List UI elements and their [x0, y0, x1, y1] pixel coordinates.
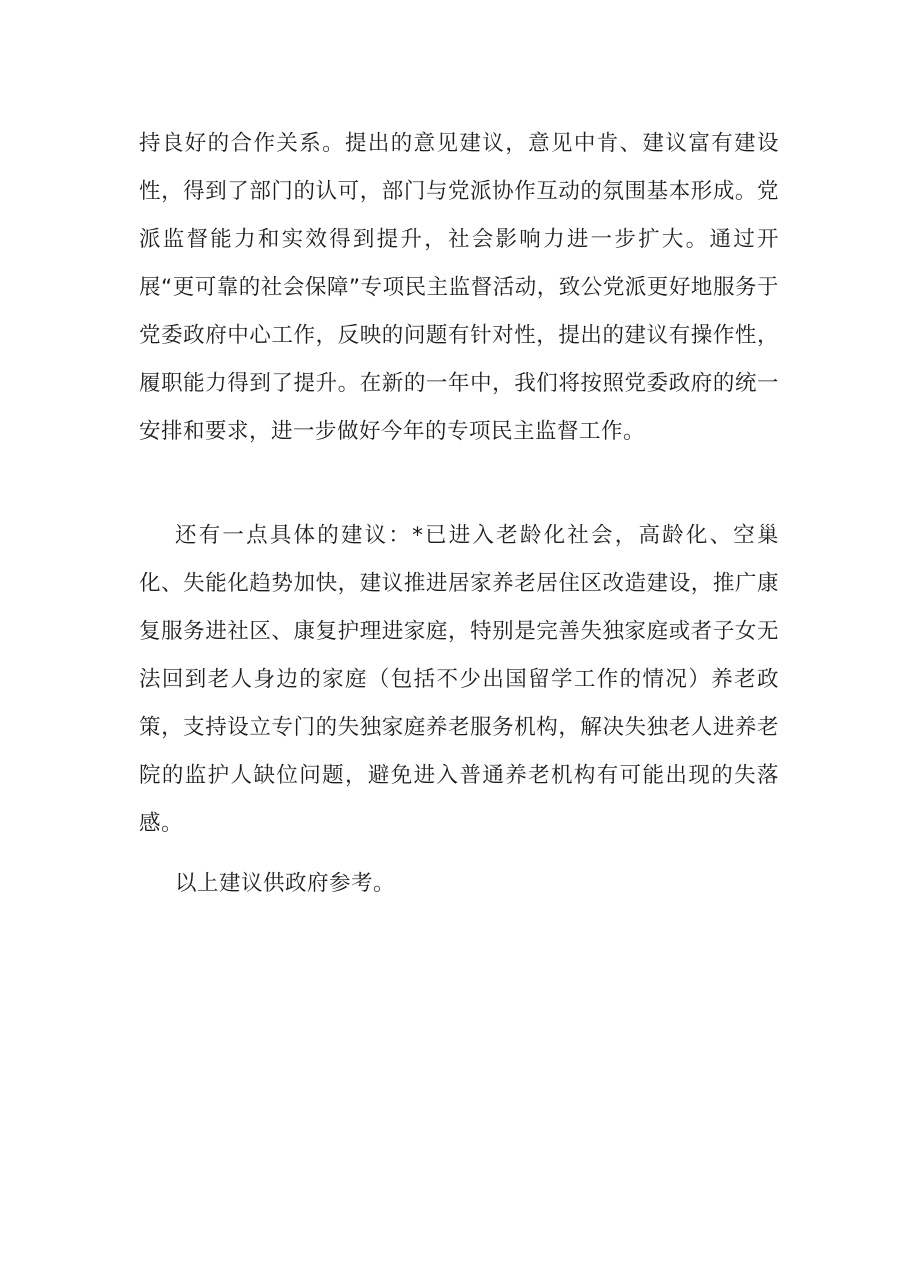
paragraph-closing: 以上建议供政府参考。: [175, 871, 396, 896]
paragraph-cooperation-summary: 持良好的合作关系。提出的意见建议，意见中肯、建议富有建设性，得到了部门的认可，部门与党派协作互动的氛围基本形成。党派监督能力和实效得到提升，社会影响力进一步扩大。通过开展“更可靠的社会保障”专项民主监督活动，致公党派更好地服务于党委政府中心工作，反映的问题有针对性，提出的建议有操作性，履职能力得到了提升。在新的一年中，我们将按照党委政府的统一安排和要求，进一步做好今年的专项民主监督工作。: [139, 131, 779, 444]
paragraph-elderly-care-suggestion: 还有一点具体的建议：*已进入老龄化社会，高龄化、空巢化、失能化趋势加快，建议推进居家养老居住区改造建设，推广康复服务进社区、康复护理进家庭，特别是完善失独家庭或者子女无法回到老人身边的家庭（包括不少出国留学工作的情况）养老政策，支持设立专门的失独家庭养老服务机构，解决失独老人进养老院的监护人缺位问题，避免进入普通养老机构有可能出现的失落感。: [139, 523, 779, 836]
